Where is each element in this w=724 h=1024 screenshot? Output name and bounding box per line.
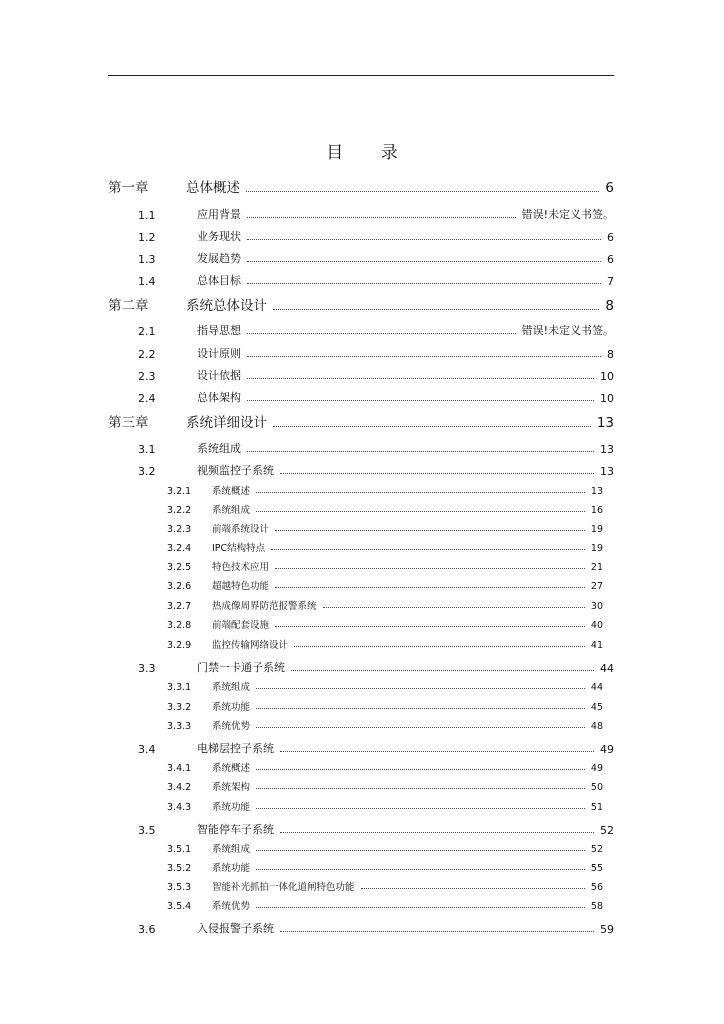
toc-entry-label: 系统优势	[212, 901, 251, 912]
toc-entry[interactable]	[138, 740, 614, 756]
toc-entry[interactable]	[167, 879, 603, 893]
toc-entry[interactable]	[138, 821, 614, 837]
toc-entry-number: 3.2.4	[167, 543, 192, 554]
toc-leader-dots	[271, 549, 585, 550]
toc-leader-dots	[275, 530, 585, 531]
toc-leader-dots	[256, 808, 585, 809]
toc-entry[interactable]	[167, 679, 603, 693]
toc-entry-number: 1.2	[138, 231, 156, 244]
toc-entry-number: 3.2	[138, 465, 156, 478]
toc-entry-number: 3.4.3	[167, 802, 192, 813]
toc-entry-page: 49	[590, 763, 603, 774]
toc-entry-page: 48	[590, 721, 603, 732]
toc-leader-dots	[256, 492, 585, 493]
toc-entry-label: 总体目标	[197, 274, 241, 287]
toc-leader-dots	[247, 261, 601, 262]
toc-entry-label: 系统详细设计	[186, 415, 267, 431]
toc-leader-dots	[256, 907, 585, 908]
toc-leader-dots	[280, 832, 594, 833]
toc-entry-label: 系统功能	[212, 863, 251, 874]
toc-entry-page: 10	[600, 392, 614, 405]
toc-entry-number: 3.1	[138, 443, 156, 456]
toc-leader-dots	[280, 751, 594, 752]
toc-entry-page: 30	[590, 601, 603, 612]
toc-entry-label: 系统功能	[212, 802, 251, 813]
toc-entry-number: 1.1	[138, 209, 156, 222]
toc-entry-page: 49	[600, 743, 614, 756]
toc-entry-number: 3.4.2	[167, 782, 192, 793]
toc-entry-number: 3.5.1	[167, 844, 192, 855]
toc-leader-dots	[280, 473, 594, 474]
toc-entry-number: 2.3	[138, 370, 156, 383]
toc-entry-page: 错误!未定义书签。	[521, 324, 614, 337]
toc-entry-page: 44	[590, 682, 603, 693]
toc-entry-label: 前端配套设施	[212, 620, 270, 631]
toc-entry-label: 发展趋势	[197, 252, 241, 265]
toc-entry-label: 业务现状	[197, 230, 241, 243]
toc-entry-label: 系统概述	[212, 763, 251, 774]
toc-entry-page: 19	[590, 543, 603, 554]
toc-entry-label: 前端系统设计	[212, 524, 270, 535]
toc-entry-page: 13	[590, 486, 603, 497]
toc-entry[interactable]	[167, 799, 603, 813]
toc-leader-dots	[247, 400, 594, 401]
toc-entry-number: 2.1	[138, 325, 156, 338]
toc-entry-label: IPC结构特点	[212, 543, 266, 554]
toc-leader-dots	[256, 769, 585, 770]
toc-entry-page: 错误!未定义书签。	[521, 208, 614, 221]
toc-entry-label: 系统概述	[212, 486, 251, 497]
toc-entry-number: 3.5.2	[167, 863, 192, 874]
toc-entry[interactable]	[167, 483, 603, 497]
toc-entry-number: 3.5.3	[167, 882, 192, 893]
toc-entry-label: 系统组成	[197, 442, 241, 455]
toc-entry[interactable]	[167, 559, 603, 573]
toc-entry[interactable]	[167, 502, 603, 516]
toc-entry[interactable]	[167, 718, 603, 732]
toc-entry-label: 电梯层控子系统	[197, 742, 274, 755]
toc-entry-number: 1.3	[138, 253, 156, 266]
toc-entry[interactable]	[138, 345, 614, 361]
toc-entry[interactable]	[138, 228, 614, 244]
toc-leader-dots	[247, 333, 516, 334]
toc-entry-number: 3.5.4	[167, 901, 192, 912]
toc-entry-label: 指导思想	[197, 324, 241, 337]
toc-entry-label: 系统组成	[212, 844, 251, 855]
toc-leader-dots	[275, 587, 585, 588]
toc-entry-number: 3.2.9	[167, 640, 192, 651]
toc-leader-dots	[291, 670, 594, 671]
toc-entry[interactable]	[167, 779, 603, 793]
toc-entry[interactable]	[138, 389, 614, 405]
toc-entry[interactable]	[167, 540, 603, 554]
toc-entry-number: 3.2.8	[167, 620, 192, 631]
toc-entry-page: 51	[590, 802, 603, 813]
toc-entry-page: 45	[590, 702, 603, 713]
toc-entry-number: 3.3.2	[167, 702, 192, 713]
toc-entry[interactable]	[167, 637, 603, 651]
toc-leader-dots	[275, 568, 585, 569]
toc-entry[interactable]	[138, 206, 614, 222]
toc-leader-dots	[247, 356, 601, 357]
toc-leader-dots	[247, 283, 601, 284]
toc-entry-label: 总体概述	[186, 180, 240, 196]
toc-entry[interactable]	[167, 760, 603, 774]
toc-entry-page: 6	[605, 180, 614, 196]
toc-entry-number: 3.3.3	[167, 721, 192, 732]
toc-leader-dots	[247, 239, 601, 240]
toc-leader-dots	[256, 788, 585, 789]
toc-leader-dots	[273, 426, 591, 427]
toc-leader-dots	[294, 646, 585, 647]
toc-entry[interactable]	[138, 250, 614, 266]
toc-entry-label: 总体架构	[197, 391, 241, 404]
toc-leader-dots	[361, 888, 585, 889]
toc-leader-dots	[275, 626, 585, 627]
toc-entry[interactable]	[138, 367, 614, 383]
toc-entry[interactable]	[167, 841, 603, 855]
toc-entry-number: 2.4	[138, 392, 156, 405]
toc-entry-number: 3.2.1	[167, 486, 192, 497]
toc-entry-page: 6	[607, 231, 614, 244]
toc-entry-page: 44	[600, 662, 614, 675]
toc-entry-number: 第二章	[108, 298, 149, 314]
toc-entry-page: 50	[590, 782, 603, 793]
toc-leader-dots	[256, 688, 585, 689]
toc-entry-number: 第一章	[108, 180, 149, 196]
toc-entry-number: 3.2.2	[167, 505, 192, 516]
toc-entry-number: 3.2.5	[167, 562, 192, 573]
toc-leader-dots	[256, 850, 585, 851]
toc-entry-label: 系统组成	[212, 505, 251, 516]
toc-leader-dots	[246, 191, 599, 192]
toc-entry-page: 55	[590, 863, 603, 874]
toc-entry-number: 3.2.6	[167, 581, 192, 592]
toc-entry-number: 3.3	[138, 662, 156, 675]
toc-entry-page: 41	[590, 640, 603, 651]
toc-entry[interactable]	[138, 322, 614, 338]
toc-entry-page: 13	[600, 443, 614, 456]
toc-leader-dots	[256, 708, 585, 709]
toc-entry-number: 3.2.3	[167, 524, 192, 535]
toc-entry[interactable]	[138, 920, 614, 936]
toc-entry-label: 热成像周界防范报警系统	[212, 601, 317, 612]
toc-leader-dots	[256, 727, 585, 728]
toc-entry-page: 10	[600, 370, 614, 383]
toc-entry[interactable]	[167, 860, 603, 874]
toc-entry-label: 特色技术应用	[212, 562, 270, 573]
toc-entry-label: 设计原则	[197, 347, 241, 360]
toc-entry-page: 52	[590, 844, 603, 855]
toc-leader-dots	[273, 309, 599, 310]
toc-entry-page: 52	[600, 824, 614, 837]
toc-entry-label: 智能补光抓拍一体化道闸特色功能	[212, 882, 355, 893]
toc-entry-page: 19	[590, 524, 603, 535]
toc-entry-page: 13	[596, 415, 614, 431]
toc-entry[interactable]	[108, 176, 614, 196]
toc-entry-page: 7	[607, 275, 614, 288]
toc-entry-page: 16	[590, 505, 603, 516]
toc-entry-number: 第三章	[108, 415, 149, 431]
toc-entry-page: 56	[590, 882, 603, 893]
toc-leader-dots	[247, 451, 594, 452]
toc-entry[interactable]	[138, 659, 614, 675]
toc-entry-page: 27	[590, 581, 603, 592]
toc-title: 目 录	[326, 143, 414, 163]
toc-entry-page: 21	[590, 562, 603, 573]
toc-entry-page: 58	[590, 901, 603, 912]
toc-entry[interactable]	[138, 272, 614, 288]
toc-entry-label: 设计依据	[197, 369, 241, 382]
toc-entry-number: 3.4	[138, 743, 156, 756]
toc-entry-page: 6	[607, 253, 614, 266]
toc-entry-number: 3.3.1	[167, 682, 192, 693]
toc-leader-dots	[256, 869, 585, 870]
toc-entry-label: 系统总体设计	[186, 298, 267, 314]
toc-leader-dots	[323, 607, 585, 608]
toc-entry-label: 门禁一卡通子系统	[197, 661, 285, 674]
toc-leader-dots	[247, 378, 594, 379]
toc-entry-page: 13	[600, 465, 614, 478]
toc-entry[interactable]	[167, 699, 603, 713]
toc-entry-number: 3.2.7	[167, 601, 192, 612]
toc-entry[interactable]	[108, 411, 614, 431]
toc-entry[interactable]	[138, 462, 614, 478]
toc-entry-page: 59	[600, 923, 614, 936]
toc-entry[interactable]	[167, 598, 603, 612]
toc-entry[interactable]	[167, 617, 603, 631]
toc-entry-page: 8	[605, 298, 614, 314]
toc-entry-number: 2.2	[138, 348, 156, 361]
toc-leader-dots	[247, 217, 516, 218]
toc-entry-number: 1.4	[138, 275, 156, 288]
toc-entry-number: 3.6	[138, 923, 156, 936]
toc-entry-label: 视频监控子系统	[197, 464, 274, 477]
toc-leader-dots	[280, 931, 594, 932]
toc-entry-label: 监控传输网络设计	[212, 640, 289, 651]
toc-entry-label: 系统功能	[212, 702, 251, 713]
toc-entry-label: 系统架构	[212, 782, 251, 793]
toc-entry[interactable]	[138, 440, 614, 456]
toc-entry[interactable]	[167, 521, 603, 535]
toc-entry-page: 8	[607, 348, 614, 361]
toc-entry-number: 3.5	[138, 824, 156, 837]
toc-entry-label: 系统组成	[212, 682, 251, 693]
toc-entry-number: 3.4.1	[167, 763, 192, 774]
toc-leader-dots	[256, 511, 585, 512]
toc-entry-label: 智能停车子系统	[197, 823, 274, 836]
toc-entry[interactable]	[108, 294, 614, 314]
toc-entry-page: 40	[590, 620, 603, 631]
toc-entry-label: 超越特色功能	[212, 581, 270, 592]
toc-entry[interactable]	[167, 578, 603, 592]
toc-entry-label: 应用背景	[197, 208, 241, 221]
toc-entry-label: 系统优势	[212, 721, 251, 732]
toc-entry[interactable]	[167, 898, 603, 912]
toc-entry-label: 入侵报警子系统	[197, 922, 274, 935]
